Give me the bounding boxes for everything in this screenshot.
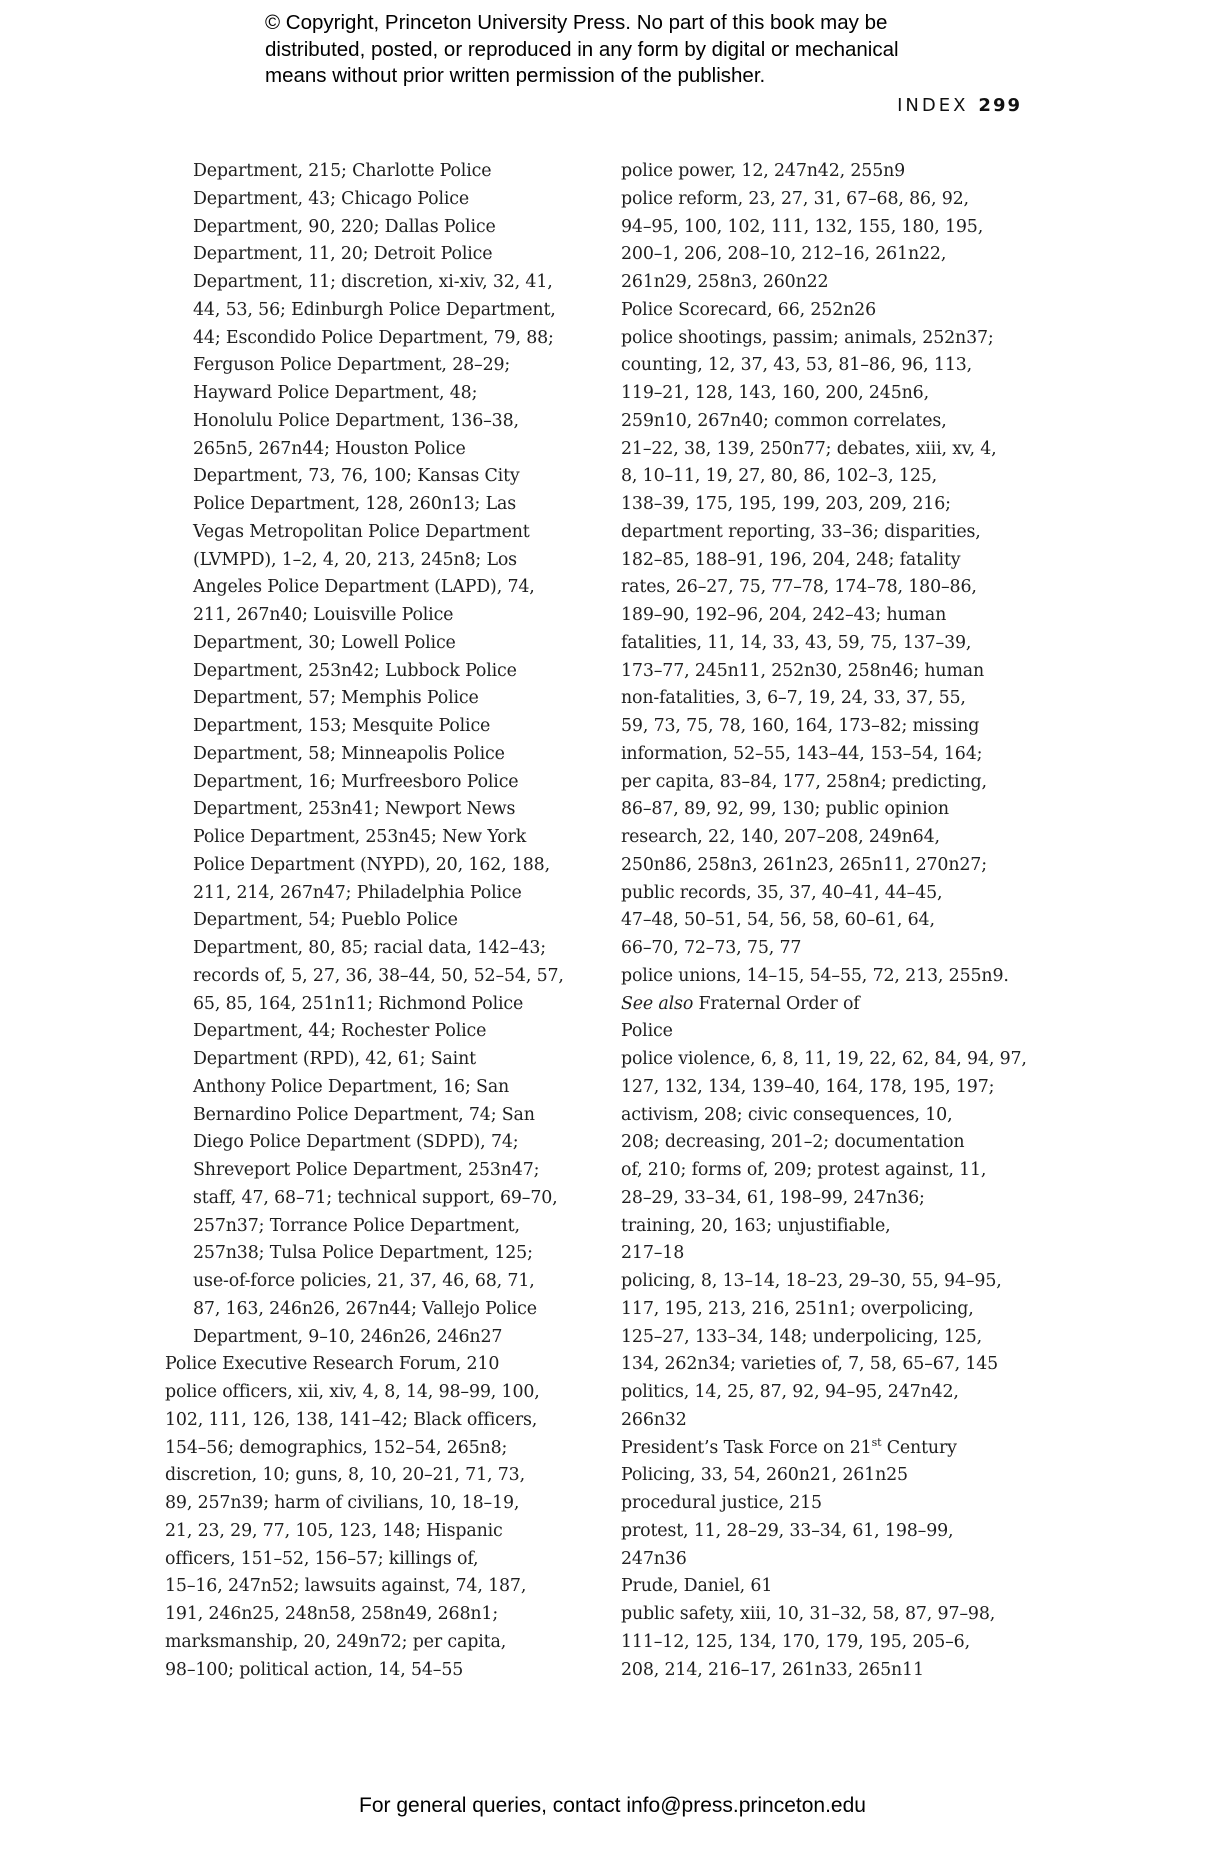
index-line: protest, 11, 28–29, 33–34, 61, 198–99, [621, 1520, 954, 1541]
index-line: 127, 132, 134, 139–40, 164, 178, 195, 197; [621, 1076, 995, 1097]
index-entry [621, 1573, 1059, 1601]
index-line: information, 52–55, 143–44, 153–54, 164; [621, 743, 983, 764]
index-entry [621, 297, 1059, 325]
index-line: 182–85, 188–91, 196, 204, 248; fatality [621, 549, 961, 570]
copyright-line: means without prior written permission of the publisher. [265, 64, 766, 87]
index-line: Police Department, 128, 260n13; Las [193, 494, 516, 514]
index-line: procedural justice, 215 [621, 1493, 822, 1513]
index-line: 59, 73, 75, 78, 160, 164, 173–82; missing [621, 716, 980, 736]
index-line: (LVMPD), 1–2, 4, 20, 213, 245n8; Los [193, 549, 517, 570]
index-line: Department (RPD), 42, 61; Saint [193, 1049, 476, 1069]
index-line: police unions, 14–15, 54–55, 72, 213, 255n9. [621, 965, 1009, 986]
index-line: Department, 44; Rochester Police [193, 1021, 487, 1042]
index-line: 94–95, 100, 102, 111, 132, 155, 180, 195, [621, 216, 984, 237]
index-line: discretion, 10; guns, 8, 10, 20–21, 71, 73, [165, 1465, 525, 1486]
index-line: 87, 163, 246n26, 267n44; Vallejo Police [193, 1298, 537, 1319]
index-line: politics, 14, 25, 87, 92, 94–95, 247n42, [621, 1382, 959, 1402]
index-line: police power, 12, 247n42, 255n9 [621, 161, 906, 181]
index-line: police officers, xii, xiv, 4, 8, 14, 98–99, 100, [165, 1382, 540, 1402]
index-line: Bernardino Police Department, 74; San [193, 1104, 535, 1125]
copyright-line: distributed, posted, or reproduced in any form by digital or mechanical [265, 37, 899, 61]
index-column-left [165, 158, 593, 1684]
index-line: 208, 214, 216–17, 261n33, 265n11 [621, 1659, 924, 1680]
index-entry [621, 1046, 1059, 1268]
index-line: Department, 80, 85; racial data, 142–43; [193, 938, 546, 958]
index-line: per capita, 83–84, 177, 258n4; predicting, [621, 771, 987, 792]
index-entry [621, 1268, 1059, 1379]
see-also-label: See also [621, 993, 694, 1014]
index-entry-continuation [165, 158, 593, 1351]
index-line: policing, 8, 13–14, 18–23, 29–30, 55, 94–95, [621, 1271, 1002, 1291]
index-line: Department, 215; Charlotte Police [193, 161, 492, 181]
index-line: 47–48, 50–51, 54, 56, 58, 60–61, 64, [621, 910, 935, 931]
index-line: Vegas Metropolitan Police Department [193, 521, 530, 542]
index-line: Department, 90, 220; Dallas Police [193, 216, 496, 237]
see-also-target: Fraternal Order of [698, 993, 860, 1014]
index-entry [621, 1379, 1059, 1435]
index-line: Department, 253n41; Newport News [193, 799, 516, 820]
running-head [860, 95, 1022, 116]
index-line: Police [621, 1021, 673, 1042]
index-line [621, 1435, 1059, 1463]
index-line: rates, 26–27, 75, 77–78, 174–78, 180–86, [621, 577, 977, 598]
index-line: 265n5, 267n44; Houston Police [193, 438, 466, 459]
index-line: Department, 73, 76, 100; Kansas City [193, 466, 520, 487]
index-entry [621, 1490, 1059, 1518]
index-line: 89, 257n39; harm of civilians, 10, 18–19, [165, 1493, 520, 1513]
index-line: counting, 12, 37, 43, 53, 81–86, 96, 113, [621, 355, 973, 376]
index-line: 125–27, 133–34, 148; underpolicing, 125, [621, 1326, 983, 1347]
index-line: 119–21, 128, 143, 160, 200, 245n6, [621, 383, 929, 403]
index-line: Department, 54; Pueblo Police [193, 910, 458, 931]
index-entry [621, 158, 1059, 186]
index-line: police violence, 6, 8, 11, 19, 22, 62, 84, 94, 97, [621, 1049, 1027, 1069]
index-line: 250n86, 258n3, 261n23, 265n11, 270n27; [621, 854, 987, 875]
index-entry [621, 186, 1059, 297]
index-line: officers, 151–52, 156–57; killings of, [165, 1548, 479, 1569]
index-line: Department, 16; Murfreesboro Police [193, 771, 519, 792]
index-line: 117, 195, 213, 216, 251n1; overpolicing, [621, 1298, 974, 1319]
index-line: fatalities, 11, 14, 33, 43, 59, 75, 137–39, [621, 632, 972, 653]
index-line: 257n38; Tulsa Police Department, 125; [193, 1243, 533, 1264]
index-line: Honolulu Police Department, 136–38, [193, 410, 519, 431]
index-line: 111–12, 125, 134, 170, 179, 195, 205–6, [621, 1631, 970, 1652]
index-line: Anthony Police Department, 16; San [193, 1076, 510, 1097]
index-line: Department, 11; discretion, xi-xiv, 32, 41, [193, 272, 553, 292]
index-line: 86–87, 89, 92, 99, 130; public opinion [621, 799, 949, 820]
index-line: Department, 43; Chicago Police [193, 188, 470, 209]
index-line: 21, 23, 29, 77, 105, 123, 148; Hispanic [165, 1520, 503, 1541]
index-line: Police Department (NYPD), 20, 162, 188, [193, 854, 550, 875]
index-line: 211, 267n40; Louisville Police [193, 605, 454, 625]
index-line: 21–22, 38, 139, 250n77; debates, xiii, xv, 4, [621, 438, 997, 459]
index-line: marksmanship, 20, 249n72; per capita, [165, 1631, 507, 1652]
index-line: 154–56; demographics, 152–54, 265n8; [165, 1437, 508, 1458]
index-line: non-fatalities, 3, 6–7, 19, 24, 33, 37, 55, [621, 688, 966, 709]
index-entry [165, 1351, 593, 1379]
ordinal-superscript: st [871, 1435, 882, 1449]
index-line: 102, 111, 126, 138, 141–42; Black officers, [165, 1409, 538, 1430]
index-entry [621, 1435, 1059, 1491]
index-line: Diego Police Department (SDPD), 74; [193, 1132, 519, 1153]
index-column-right [621, 158, 1059, 1684]
index-line: 65, 85, 164, 251n11; Richmond Police [193, 993, 524, 1014]
index-line: 44, 53, 56; Edinburgh Police Department, [193, 299, 556, 320]
index-heading-text: President’s Task Force on 21 [621, 1437, 872, 1458]
index-line: police reform, 23, 27, 31, 67–68, 86, 92, [621, 188, 969, 209]
index-line: Department, 153; Mesquite Police [193, 716, 491, 736]
index-line: 247n36 [621, 1548, 687, 1569]
index-line: public safety, xiii, 10, 31–32, 58, 87, 97–98, [621, 1604, 996, 1624]
index-line: police shootings, passim; animals, 252n37; [621, 327, 994, 348]
index-line: 261n29, 258n3, 260n22 [621, 272, 829, 292]
index-line: Department, 57; Memphis Police [193, 688, 479, 709]
index-line: research, 22, 140, 207–208, 249n64, [621, 827, 940, 847]
page-number: 299 [978, 95, 1022, 116]
index-line: 28–29, 33–34, 61, 198–99, 247n36; [621, 1187, 925, 1208]
index-line: 134, 262n34; varieties of, 7, 58, 65–67, 145 [621, 1354, 999, 1375]
index-line: training, 20, 163; unjustifiable, [621, 1215, 891, 1236]
index-entry [621, 963, 1059, 1046]
index-line: Prude, Daniel, 61 [621, 1576, 773, 1597]
index-line: Department, 11, 20; Detroit Police [193, 244, 493, 265]
index-entry [621, 325, 1059, 963]
index-line: Ferguson Police Department, 28–29; [193, 355, 511, 376]
index-line: Policing, 33, 54, 260n21, 261n25 [621, 1465, 908, 1486]
index-line: 217–18 [621, 1243, 685, 1264]
index-line: 259n10, 267n40; common correlates, [621, 410, 947, 431]
index-line: 266n32 [621, 1409, 687, 1430]
index-entry [621, 1518, 1059, 1574]
index-line: 189–90, 192–96, 204, 242–43; human [621, 605, 947, 625]
index-line: 44; Escondido Police Department, 79, 88; [193, 327, 554, 348]
index-line: 257n37; Torrance Police Department, [193, 1215, 520, 1236]
index-line: 138–39, 175, 195, 199, 203, 209, 216; [621, 494, 951, 514]
index-line: Department, 30; Lowell Police [193, 632, 456, 653]
index-line: 173–77, 245n11, 252n30, 258n46; human [621, 660, 985, 681]
index-line: activism, 208; civic consequences, 10, [621, 1104, 953, 1125]
index-line: 15–16, 247n52; lawsuits against, 74, 187, [165, 1576, 527, 1597]
index-line: staff, 47, 68–71; technical support, 69–70, [193, 1187, 558, 1208]
index-line: records of, 5, 27, 36, 38–44, 50, 52–54, 57, [193, 965, 564, 986]
index-line: Department, 253n42; Lubbock Police [193, 660, 517, 681]
index-line: 98–100; political action, 14, 54–55 [165, 1659, 464, 1680]
copyright-notice [265, 10, 1025, 90]
index-line: 8, 10–11, 19, 27, 80, 86, 102–3, 125, [621, 466, 938, 487]
index-line: Police Department, 253n45; New York [193, 827, 527, 847]
index-line: Police Executive Research Forum, 210 [165, 1354, 500, 1375]
index-line: department reporting, 33–36; disparities, [621, 521, 981, 542]
running-head-title: INDEX [897, 95, 969, 116]
index-line: Angeles Police Department (LAPD), 74, [193, 577, 535, 598]
index-entry [621, 1601, 1059, 1684]
copyright-line: © Copyright, Princeton University Press. No part of this book may be [265, 11, 888, 34]
index-line: Department, 9–10, 246n26, 246n27 [193, 1326, 503, 1347]
index-line [621, 991, 1059, 1019]
index-line: 66–70, 72–73, 75, 77 [621, 938, 802, 958]
index-line: public records, 35, 37, 40–41, 44–45, [621, 882, 943, 903]
index-line: Police Scorecard, 66, 252n26 [621, 299, 876, 320]
index-entry [165, 1379, 593, 1684]
index-line: Hayward Police Department, 48; [193, 383, 478, 403]
index-heading-text: Century [881, 1437, 957, 1458]
index-line: 191, 246n25, 248n58, 258n49, 268n1; [165, 1604, 499, 1624]
index-line: use-of-force policies, 21, 37, 46, 68, 71, [193, 1271, 535, 1291]
index-line: 208; decreasing, 201–2; documentation [621, 1132, 965, 1153]
index-line: 211, 214, 267n47; Philadelphia Police [193, 882, 522, 903]
footer-contact: For general queries, contact info@press.princeton.edu [359, 1794, 866, 1817]
index-line: of, 210; forms of, 209; protest against, 11, [621, 1160, 987, 1180]
index-line: Shreveport Police Department, 253n47; [193, 1160, 540, 1180]
index-line: Department, 58; Minneapolis Police [193, 743, 505, 764]
index-line: 200–1, 206, 208–10, 212–16, 261n22, [621, 244, 947, 265]
